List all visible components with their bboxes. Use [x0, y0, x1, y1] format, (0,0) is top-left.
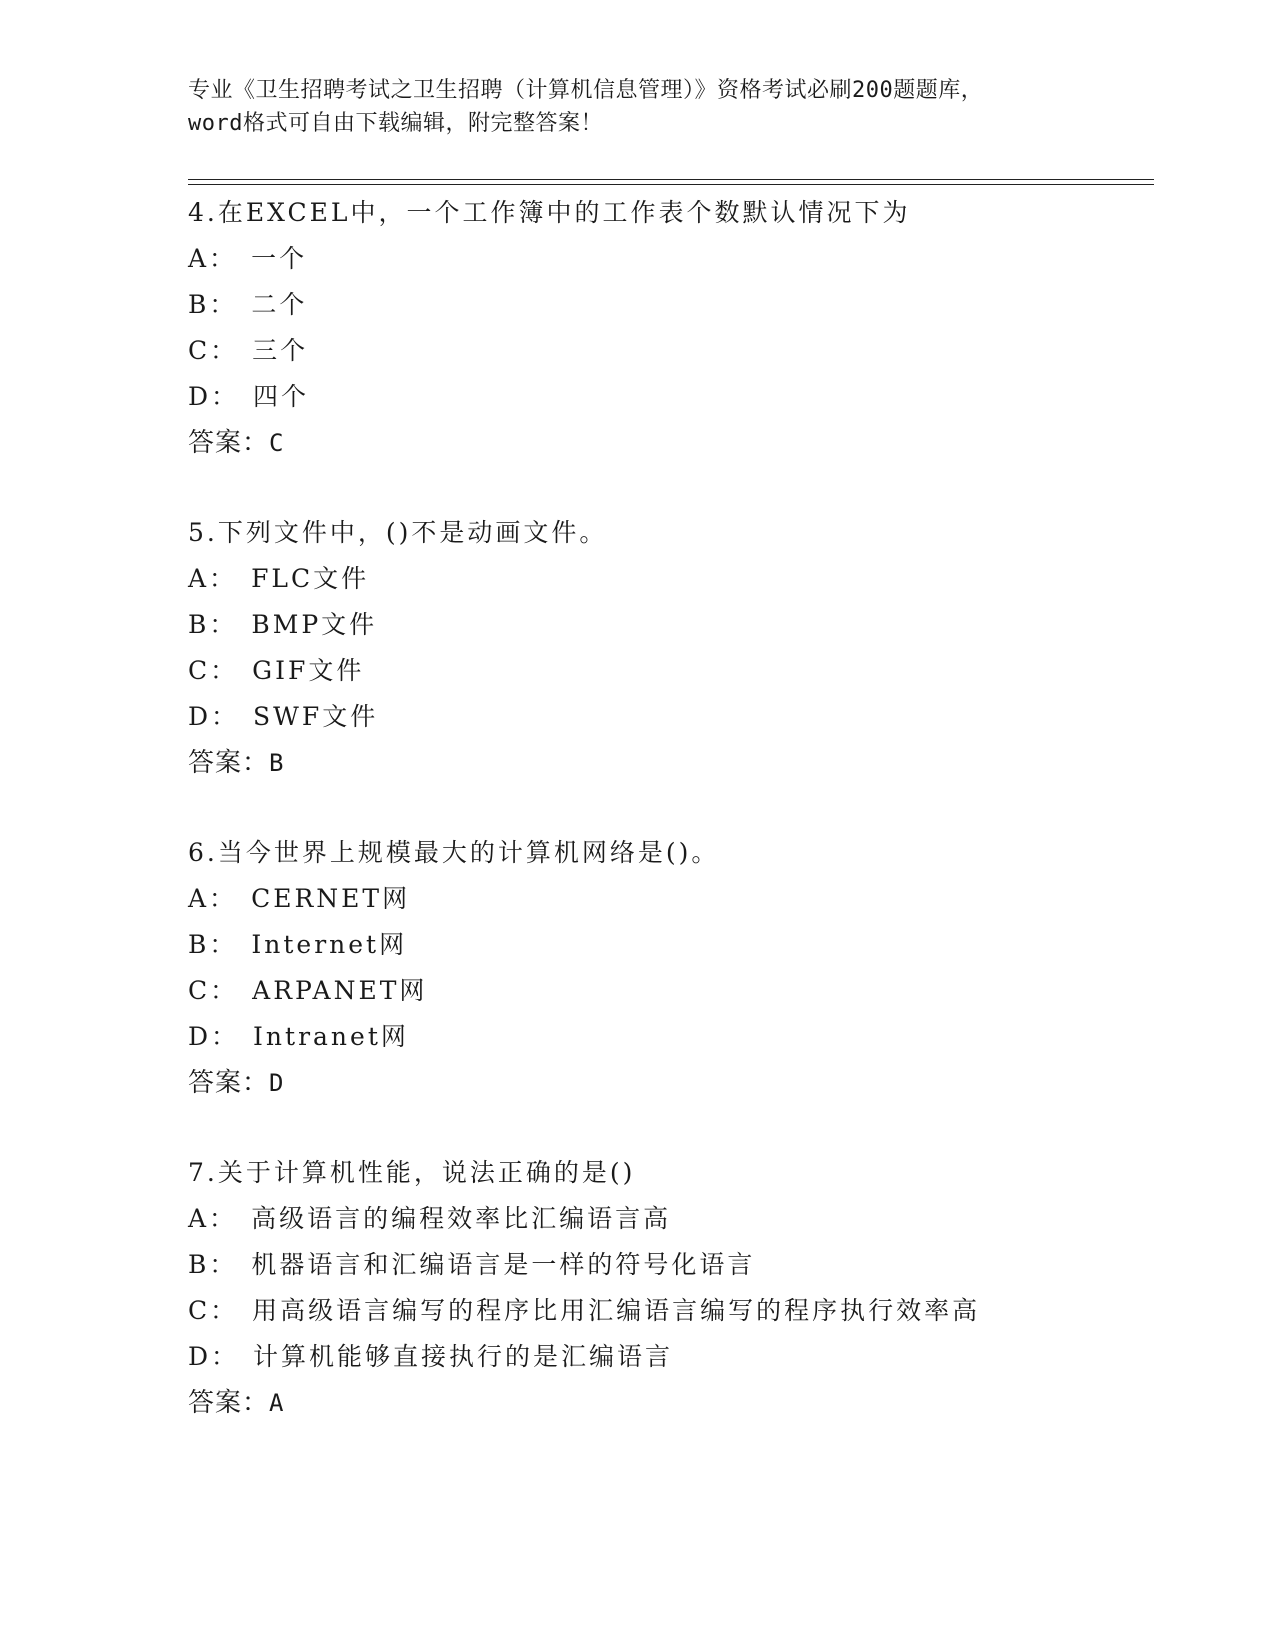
answer-label: 答案：: [188, 748, 270, 778]
option-b: [188, 1242, 1168, 1288]
option-text: 用高级语言编写的程序比用汇编语言编写的程序执行效率高: [252, 1296, 981, 1325]
option-letter: B：: [188, 610, 238, 639]
option-text: 机器语言和汇编语言是一样的符号化语言: [251, 1250, 756, 1279]
header-line-1: 专业《卫生招聘考试之卫生招聘（计算机信息管理）》资格考试必刷200题题库，: [188, 78, 984, 103]
option-b: [188, 282, 1168, 328]
question-text: 4.在EXCEL中，一个工作簿中的工作表个数默认情况下为: [188, 198, 911, 227]
option-letter: A：: [188, 244, 238, 273]
option-text: 四个: [253, 382, 310, 411]
question-list: [188, 190, 1168, 1470]
answer-value: C: [269, 429, 285, 457]
option-text: 一个: [251, 244, 308, 273]
option-letter: C：: [188, 976, 239, 1005]
option-d: [188, 694, 1168, 740]
option-text: 高级语言的编程效率比汇编语言高: [251, 1204, 672, 1233]
question-text: 7.关于计算机性能，说法正确的是(): [188, 1158, 636, 1187]
option-text: ARPANET网: [252, 976, 428, 1005]
answer-label: 答案：: [188, 1388, 270, 1418]
option-letter: D：: [188, 382, 240, 411]
option-text: GIF文件: [252, 656, 365, 685]
question-5: [188, 510, 1168, 786]
option-letter: B：: [188, 1250, 238, 1279]
option-c: [188, 328, 1168, 374]
answer-value: D: [269, 1069, 285, 1097]
answer-value: B: [269, 749, 285, 777]
option-text: Intranet网: [253, 1022, 409, 1051]
question-text: 6.当今世界上规模最大的计算机网络是()。: [188, 838, 720, 867]
option-text: CERNET网: [251, 884, 411, 913]
option-letter: D：: [188, 1022, 240, 1051]
question-6: [188, 830, 1168, 1106]
option-d: [188, 374, 1168, 420]
option-a: [188, 1196, 1168, 1242]
option-letter: C：: [188, 656, 239, 685]
option-letter: D：: [188, 702, 240, 731]
option-text: FLC文件: [251, 564, 370, 593]
document-header: [188, 74, 1088, 140]
option-d: [188, 1334, 1168, 1380]
option-text: 二个: [251, 290, 308, 319]
option-a: [188, 556, 1168, 602]
option-letter: C：: [188, 1296, 239, 1325]
option-b: [188, 602, 1168, 648]
question-text: 5.下列文件中，()不是动画文件。: [188, 518, 608, 547]
option-text: Internet网: [251, 930, 408, 959]
answer-value: A: [269, 1389, 285, 1417]
header-divider-bottom: [188, 184, 1154, 185]
option-letter: D：: [188, 1342, 240, 1371]
option-c: [188, 968, 1168, 1014]
option-b: [188, 922, 1168, 968]
option-c: [188, 1288, 1168, 1334]
option-a: [188, 876, 1168, 922]
header-divider-top: [188, 179, 1154, 180]
question-4: [188, 190, 1168, 466]
option-d: [188, 1014, 1168, 1060]
option-c: [188, 648, 1168, 694]
option-letter: A：: [188, 564, 238, 593]
option-letter: A：: [188, 884, 238, 913]
option-letter: A：: [188, 1204, 238, 1233]
answer-label: 答案：: [188, 428, 270, 458]
option-text: 三个: [252, 336, 309, 365]
option-letter: B：: [188, 290, 238, 319]
option-text: SWF文件: [253, 702, 379, 731]
answer-line: [188, 1060, 1168, 1106]
option-letter: C：: [188, 336, 239, 365]
question-7: [188, 1150, 1168, 1426]
option-letter: B：: [188, 930, 238, 959]
option-text: BMP文件: [251, 610, 378, 639]
answer-line: [188, 740, 1168, 786]
answer-line: [188, 420, 1168, 466]
header-line-2: word格式可自由下载编辑，附完整答案！: [188, 111, 603, 136]
option-a: [188, 236, 1168, 282]
answer-line: [188, 1380, 1168, 1426]
answer-label: 答案：: [188, 1068, 270, 1098]
option-text: 计算机能够直接执行的是汇编语言: [253, 1342, 674, 1371]
